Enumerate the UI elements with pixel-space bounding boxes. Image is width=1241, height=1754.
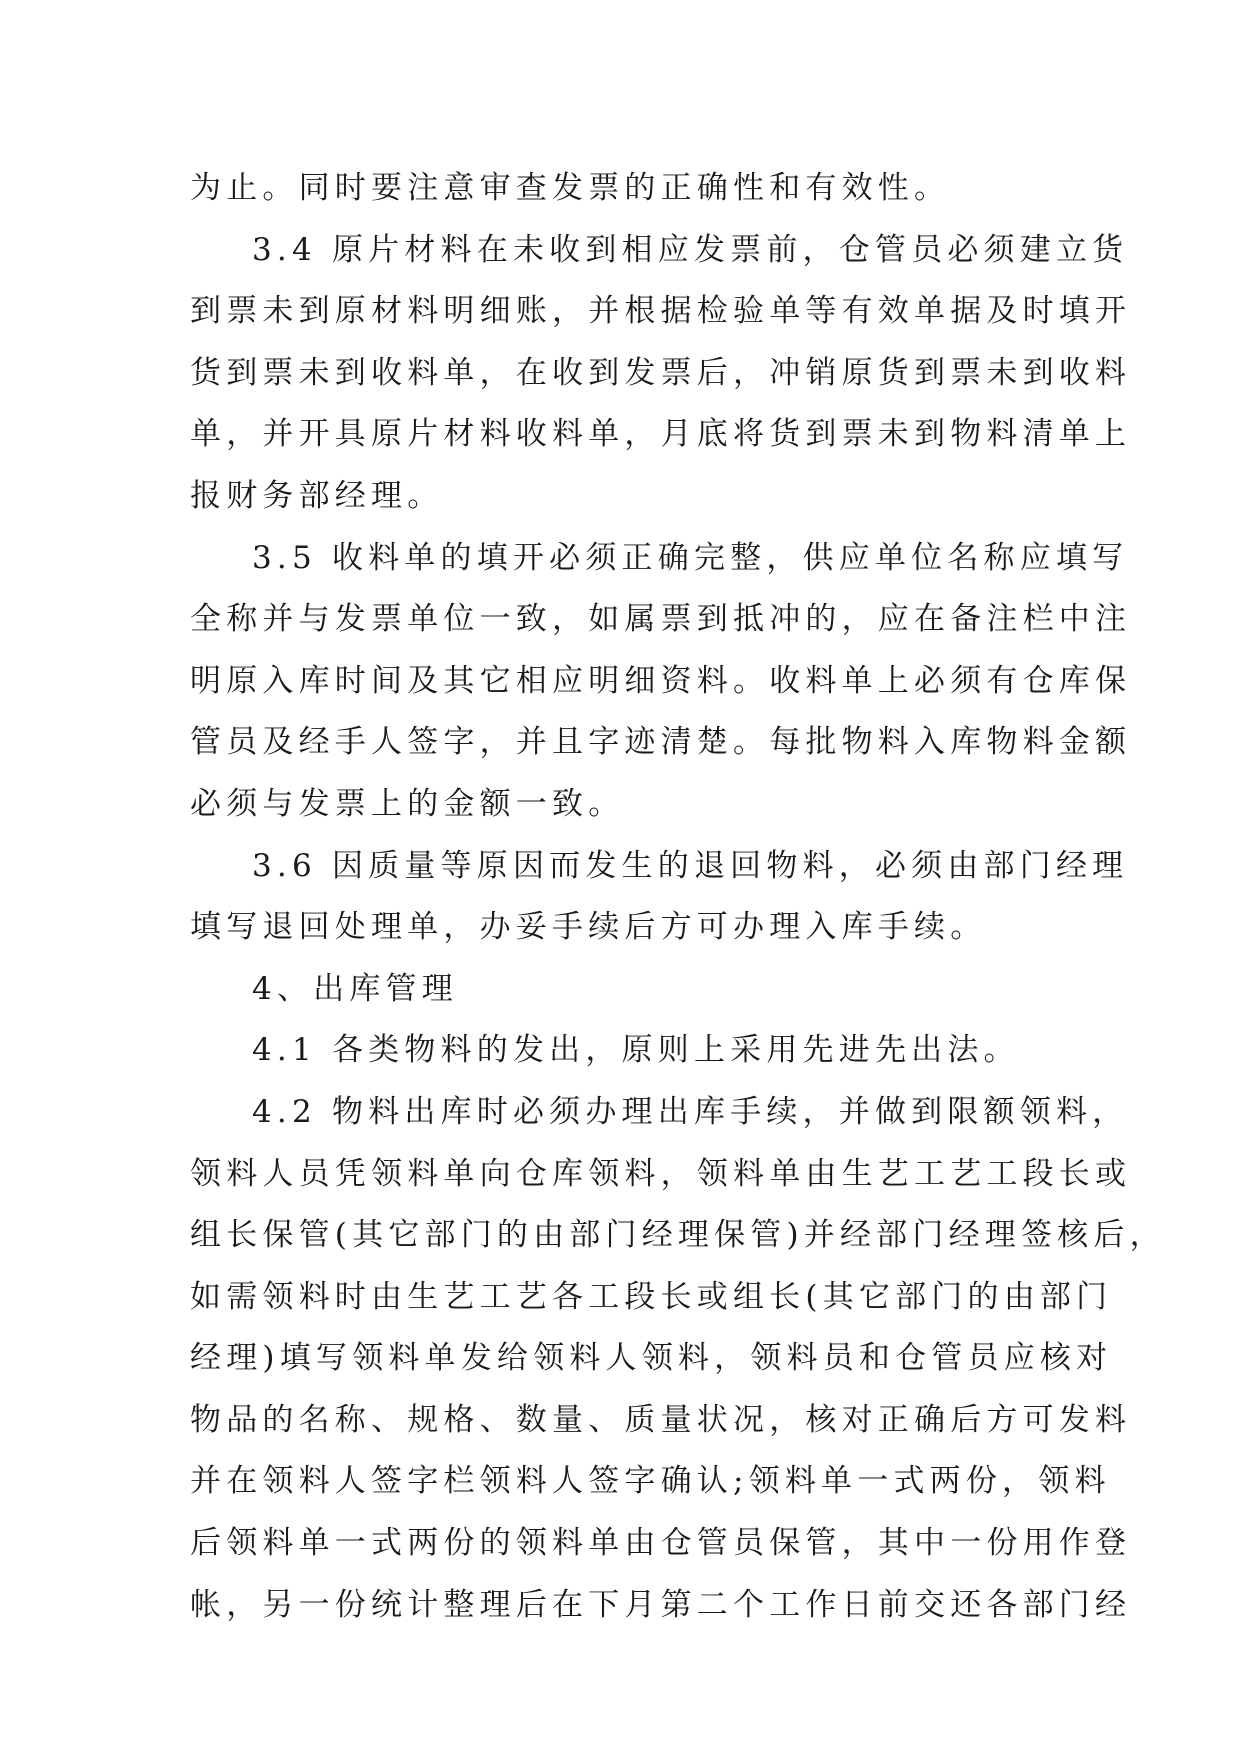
text-line: 报财务部经理。 (190, 477, 444, 514)
text-line: 4、出库管理 (252, 970, 458, 1007)
text-line: 后领料单一式两份的领料单由仓管员保管，其中一份用作登 (190, 1525, 1132, 1562)
text-line: 到票未到原材料明细账，并根据检验单等有效单据及时填开 (190, 293, 1132, 330)
paragraph-4 (190, 959, 1055, 1021)
text-line: 必须与发票上的金额一致。 (190, 785, 625, 822)
text-line: 4.1 各类物料的发出，原则上采用先进先出法。 (252, 1032, 1020, 1069)
text-line: 全称并与发票单位一致，如属票到抵冲的，应在备注栏中注 (190, 601, 1132, 638)
paragraph-4-2 (190, 1082, 1166, 1636)
paragraph-3-5 (190, 528, 1132, 836)
text-line: 并在领料人签字栏领料人签字确认;领料单一式两份，领料 (190, 1463, 1111, 1500)
text-line: 领料人员凭领料单向仓库领料，领料单由生艺工艺工段长或 (190, 1155, 1132, 1192)
text-line: 填写退回处理单，办妥手续后方可办理入库手续。 (190, 909, 987, 946)
paragraph-continuation (190, 158, 1055, 220)
text-line: 3.6 因质量等原因而发生的退回物料，必须由部门经理 (252, 847, 1129, 884)
text-line: 3.5 收料单的填开必须正确完整，供应单位名称应填写 (252, 539, 1129, 576)
paragraph-3-4 (190, 220, 1132, 528)
text-line: 明原入库时间及其它相应明细资料。收料单上必须有仓库保 (190, 662, 1132, 699)
text-line: 单，并开具原片材料收料单，月底将货到票未到物料清单上 (190, 416, 1132, 453)
paragraph-4-1 (190, 1020, 1055, 1082)
text-line: 经理)填写领料单发给领料人领料，领料员和仓管员应核对 (190, 1340, 1113, 1377)
text-line: 管员及经手人签字，并且字迹清楚。每批物料入库物料金额 (190, 724, 1132, 761)
text-line: 3.4 原片材料在未收到相应发票前，仓管员必须建立货 (252, 231, 1129, 268)
text-line: 为止。同时要注意审查发票的正确性和有效性。 (190, 170, 951, 206)
text-line: 如需领料时由生艺工艺各工段长或组长(其它部门的由部门 (190, 1278, 1113, 1315)
text-line: 物品的名称、规格、数量、质量状况，核对正确后方可发料 (190, 1401, 1132, 1438)
text-line: 组长保管(其它部门的由部门经理保管)并经部门经理签核后， (190, 1217, 1166, 1254)
document-body (190, 158, 1166, 1636)
paragraph-3-6 (190, 836, 1129, 959)
text-line: 4.2 物料出库时必须办理出库手续，并做到限额领料， (252, 1093, 1129, 1130)
text-line: 货到票未到收料单，在收到发票后，冲销原货到票未到收料 (190, 354, 1132, 391)
text-line: 帐，另一份统计整理后在下月第二个工作日前交还各部门经 (190, 1586, 1132, 1623)
